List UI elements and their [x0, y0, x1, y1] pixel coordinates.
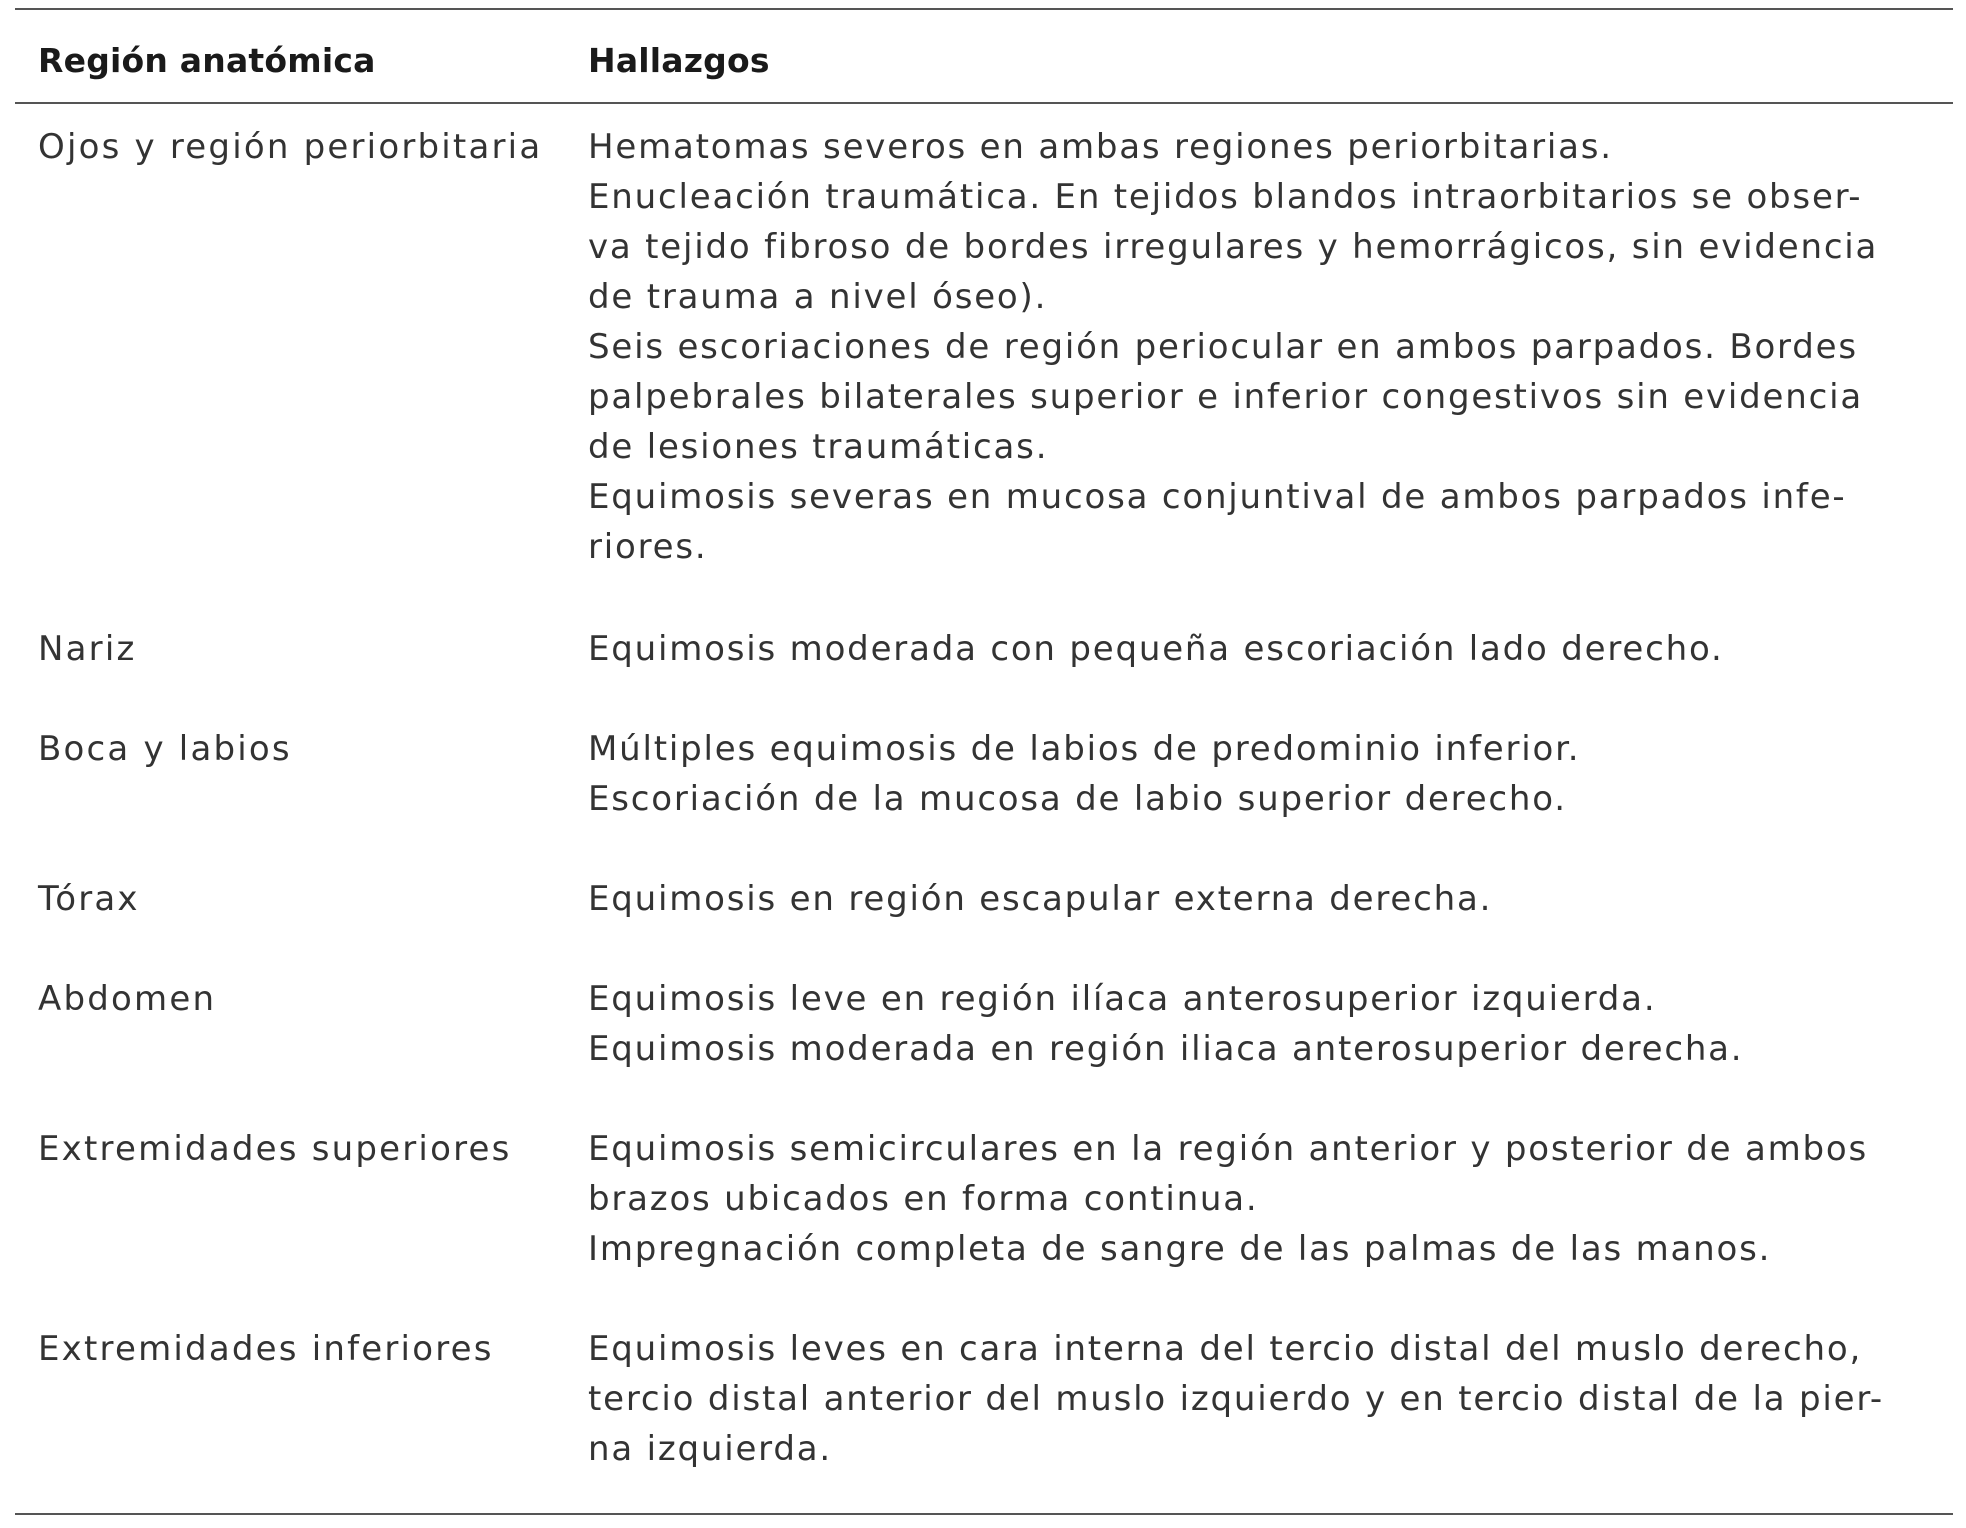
table-bottom-rule — [15, 1513, 1953, 1515]
findings-cell — [588, 122, 1953, 572]
region-cell: Tórax — [38, 879, 140, 919]
finding-line: Equimosis leve en región ilíaca anterosuperior izquierda. — [588, 979, 1657, 1019]
region-cell: Nariz — [38, 629, 137, 669]
finding-line: na izquierda. — [588, 1429, 832, 1469]
finding-line: Equimosis leves en cara interna del tercio distal del muslo derecho, — [588, 1329, 1863, 1369]
table-top-rule — [15, 8, 1953, 10]
finding-line: de lesiones traumáticas. — [588, 427, 1049, 467]
finding-line: Equimosis semicirculares en la región anterior y posterior de ambos — [588, 1129, 1869, 1169]
finding-line: Múltiples equimosis de labios de predominio inferior. — [588, 729, 1581, 769]
findings-cell — [588, 724, 1953, 824]
finding-line: Enucleación traumática. En tejidos blandos intraorbitarios se obser- — [588, 177, 1863, 217]
finding-line: riores. — [588, 527, 708, 567]
header-findings: Hallazgos — [588, 41, 770, 80]
findings-cell — [588, 1324, 1953, 1474]
region-cell: Extremidades superiores — [38, 1129, 512, 1169]
finding-line: brazos ubicados en forma continua. — [588, 1179, 1259, 1219]
region-cell: Boca y labios — [38, 729, 292, 769]
findings-cell — [588, 1124, 1953, 1274]
region-cell: Ojos y región periorbitaria — [38, 127, 543, 167]
finding-line: va tejido fibroso de bordes irregulares y hemorrágicos, sin evidencia — [588, 227, 1879, 267]
finding-line: Equimosis moderada en región iliaca anterosuperior derecha. — [588, 1029, 1744, 1069]
region-cell: Abdomen — [38, 979, 217, 1019]
findings-cell — [588, 624, 1953, 674]
finding-line: Hematomas severos en ambas regiones periorbitarias. — [588, 127, 1613, 167]
header-region: Región anatómica — [38, 41, 376, 80]
findings-cell — [588, 874, 1953, 924]
findings-table — [15, 8, 1953, 1513]
finding-line: de trauma a nivel óseo). — [588, 277, 1048, 317]
finding-line: Equimosis en región escapular externa derecha. — [588, 879, 1493, 919]
finding-line: Escoriación de la mucosa de labio superior derecho. — [588, 779, 1567, 819]
finding-line: Equimosis moderada con pequeña escoriación lado derecho. — [588, 629, 1724, 669]
finding-line: Impregnación completa de sangre de las palmas de las manos. — [588, 1229, 1772, 1269]
table-header-rule — [15, 102, 1953, 104]
finding-line: Seis escoriaciones de región periocular en ambos parpados. Bordes — [588, 327, 1858, 367]
findings-cell — [588, 974, 1953, 1074]
region-cell: Extremidades inferiores — [38, 1329, 494, 1369]
finding-line: tercio distal anterior del muslo izquierdo y en tercio distal de la pier- — [588, 1379, 1884, 1419]
finding-line: palpebrales bilaterales superior e inferior congestivos sin evidencia — [588, 377, 1864, 417]
finding-line: Equimosis severas en mucosa conjuntival de ambos parpados infe- — [588, 477, 1847, 517]
